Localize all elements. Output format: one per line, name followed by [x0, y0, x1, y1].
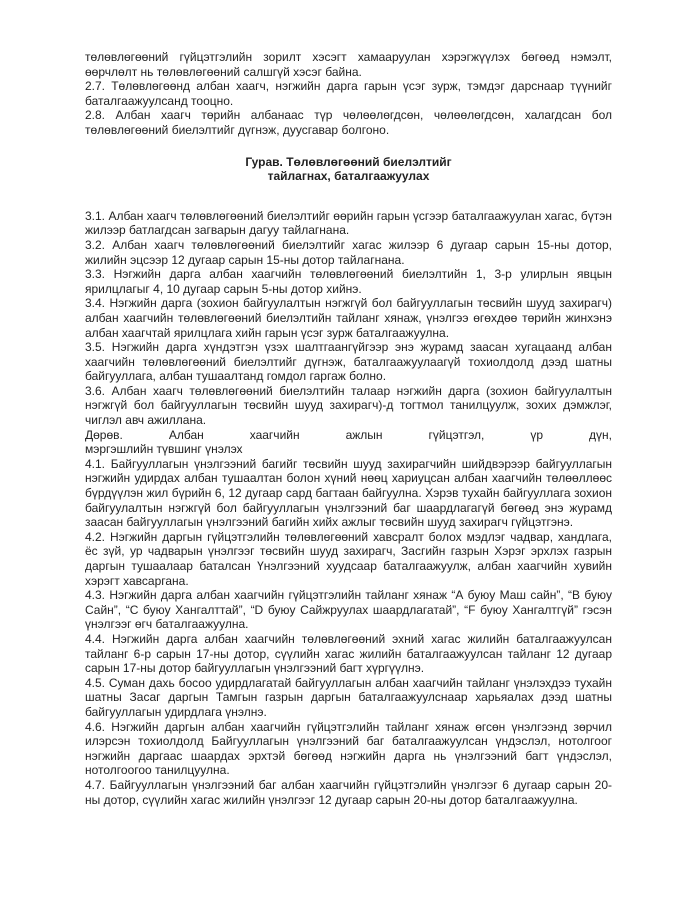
paragraph: 3.1. Албан хаагч төлөвлөгөөний биелэлтийг өөрийн гарын үсгээр баталгаажуулан хагас, бүтэн жилээр батлагдсан загварын дагуу тайлагнана.	[85, 208, 612, 238]
paragraph: 3.3. Нэгжийн дарга албан хаагчийн төлөвлөгөөний биелэлтийн 1, 3-р улирлын явцын ярилцлагыг 4, 10 дугаар сарын 5-ны дотор хийнэ.	[85, 267, 612, 296]
paragraph: 4.7. Байгууллагын үнэлгээний баг албан хаагчийн гүйцэтгэлийн үнэлгээг 6 дугаар сарын 20-ны дотор, сүүлийн хагас жилийн үнэлгээг 12 дугаар сарын 20-ны дотор баталгаажуулна.	[85, 777, 612, 807]
paragraph: 3.2. Албан хаагч төлөвлөгөөний биелэлтийг хагас жилээр 6 дугаар сарын 15-ны дотор, жилийн эцсээр 12 дугаар сарын 15-ны дотор тайлагнана.	[85, 237, 612, 267]
section-heading	[85, 155, 612, 184]
text-line: мэргэшлийн түвшинг үнэлэх	[85, 442, 243, 457]
paragraph: 3.5. Нэгжийн дарга хүндэтгэн үзэх шалтгаангүйгээр энэ журамд заасан хугацаанд албан хаагчийн төлөвлөгөөний биелэлтийг дүгнэж, баталгаажуулаагүй тохиолдолд дээд шатны байгууллага, албан тушаалтанд гомдол гаргаж болно.	[85, 340, 612, 384]
paragraph: төлөвлөгөөний гүйцэтгэлийн зорилт хэсэгт хамааруулан хэрэгжүүлэх бөгөөд нэмэлт, өөрчлөлт нь төлөвлөгөөний салшгүй хэсэг байна.	[85, 50, 612, 79]
paragraph: 4.3. Нэгжийн дарга албан хаагчийн гүйцэтгэлийн тайланг хянаж “А буюу Маш сайн”, “В буюу Сайн”, “С буюу Хангалттай”, “D буюу Сайжруулах шаардлагатай”, “F буюу Хангалтгүй” гэсэн үнэлгээг өгч баталгаажуулна.	[85, 588, 612, 632]
text-line: Гурав. Төлөвлөгөөний биелэлтийг	[245, 154, 452, 169]
paragraph: 3.6. Албан хаагч төлөвлөгөөний биелэлтийн талаар нэгжийн дарга (зохион байгуулалтын нэгжгүй бол байгууллагын төсвийн шууд захирагч)-д тогтмол танилцуулж, зохих дэмжлэг, чиглэл авч ажиллана.	[85, 383, 612, 428]
paragraph: 2.8. Албан хаагч төрийн албанаас түр чөлөөлөгдсөн, чөлөөлөгдсөн, халагдсан бол төлөвлөгөөний биелэлтийг дүгнэж, дуусгавар болгоно.	[85, 108, 612, 137]
paragraph	[85, 428, 612, 457]
paragraph: 4.2. Нэгжийн даргын гүйцэтгэлийн төлөвлөгөөний хавсралт болох мэдлэг чадвар, хандлага, ёс зүй, ур чадварын үнэлгээг төсвийн шууд захирагч, Засгийн газрын Хэрэг эрхлэх газрын даргын тушаалаар баталсан Үнэлгээний хуудсаар баталгаажуулж, албан хаагчийн хувийн хэрэгт хавсаргана.	[85, 529, 612, 588]
paragraph: 4.6. Нэгжийн даргын албан хаагчийн гүйцэтгэлийн тайланг хянаж өгсөн үнэлгээнд зөрчил илэрсэн тохиолдолд Байгууллагын үнэлгээний баг баталгаажуулсан үндэслэл, нотолгоог нэгжийн даргаас шаардах эрхтэй бөгөөд нэгжийн дарга нь үнэлгээний багт үндэслэл, нотолгоогоо танилцуулна.	[85, 719, 612, 778]
text-line: Дөрөв. Албан хаагчийн ажлын гүйцэтгэл, үр дүн,	[85, 427, 612, 442]
paragraph: 4.4. Нэгжийн дарга албан хаагчийн төлөвлөгөөний эхний хагас жилийн баталгаажуулсан тайланг 6-р сарын 17-ны дотор, сүүлийн хагас жилийн баталгаажуулсан тайланг 12 дугаар сарын 17-ны дотор байгууллагын үнэлгээний багт хүргүүлнэ.	[85, 631, 612, 676]
document-body	[85, 50, 612, 807]
paragraph: 4.5. Суман дахь босоо удирдлагатай байгууллагын албан хаагчийн тайланг үнэлэхдээ тухайн шатны Засаг даргын Тамгын газрын даргын баталгаажуулснаар харьяалах дээд шатны байгууллагын удирдлага үнэлнэ.	[85, 675, 612, 719]
paragraph: 4.1. Байгууллагын үнэлгээний багийг төсвийн шууд захирагчийн шийдвэрээр байгууллагын нэгжийн удирдах албан тушаалтан болон хүний нөөц хариуцсан албан хаагчийн төлөөллөөс бүрдүүлэн жил бүрийн 6, 12 дугаар сард багтаан байгуулна. Хэрэв тухайн байгууллага зохион байгуулалтын нэгжгүй бол байгууллагын үнэлгээний баг шаардлагагүй бөгөөд энэ журамд заасан байгууллагын үнэлгээний багийн хийх ажлыг төсвийн шууд захирагч гүйцэтгэнэ.	[85, 456, 612, 530]
paragraph: 3.4. Нэгжийн дарга (зохион байгуулалтын нэгжгүй бол байгууллагын төсвийн шууд захирагч) албан хаагчийн төлөвлөгөөний биелэлтийн тайланг хянаж, үнэлгээ өгөхдөө төрийн жинхэнэ албан хаагчтай ярилцлага хийн гарын үсэг зурж баталгаажуулна.	[85, 296, 612, 340]
paragraph: 2.7. Төлөвлөгөөнд албан хаагч, нэгжийн дарга гарын үсэг зурж, тэмдэг дарснаар түүнийг баталгаажуулсанд тооцно.	[85, 79, 612, 108]
text-line: тайлагнах, баталгаажуулах	[267, 169, 430, 184]
